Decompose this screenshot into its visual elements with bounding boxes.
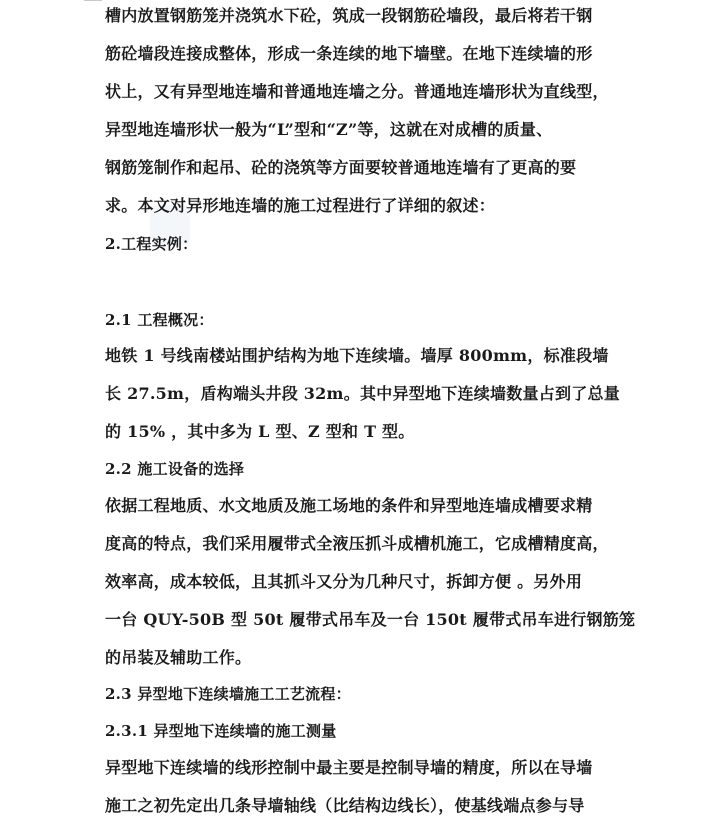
- text-line: 地铁 1 号线南楼站围护结构为地下连续墙。墙厚 800mm，标准段墙: [105, 346, 609, 365]
- text-line: 的吊装及辅助工作。: [105, 648, 252, 667]
- text-line: 异型地连墙形状一般为“L”型和“Z”等，这就在对成槽的质量、: [105, 120, 553, 139]
- text-line: 的 15% ，其中多为 L 型、Z 型和 T 型。: [105, 422, 415, 441]
- text-line: 一台 QUY-50B 型 50t 履带式吊车及一台 150t 履带式吊车进行钢筋笼: [105, 610, 636, 629]
- section-heading: 2.2 施工设备的选择: [105, 460, 245, 478]
- text-line: 度高的特点，我们采用履带式全液压抓斗成槽机施工，它成槽精度高，: [105, 534, 609, 553]
- text-line: 钢筋笼制作和起吊、砼的浇筑等方面要较普通地连墙有了更高的要: [105, 158, 577, 177]
- watermark: [300, 318, 500, 338]
- section-heading: 2.1 工程概况：: [105, 311, 214, 329]
- section-heading: 2.3.1 异型地下连续墙的施工测量: [105, 722, 337, 740]
- text-line: 异型地下连续墙的线形控制中最主要是控制导墙的精度，所以在导墙: [105, 758, 593, 777]
- text-line: 状上，又有异型地连墙和普通地连墙之分。普通地连墙形状为直线型，: [105, 82, 609, 101]
- page-corner-mark: [84, 0, 102, 2]
- text-line: 效率高，成本较低，且其抓斗又分为几种尺寸，拆卸方便 。另外用: [105, 572, 583, 591]
- section-heading: 2.3 异型地下连续墙施工工艺流程：: [105, 685, 351, 703]
- section-heading: 2.工程实例：: [105, 235, 198, 253]
- text-line: 依据工程地质、水文地质及施工场地的条件和异型地连墙成槽要求精: [105, 496, 593, 515]
- text-line: 槽内放置钢筋笼并浇筑水下砼，筑成一段钢筋砼墙段，最后将若干钢: [105, 6, 593, 25]
- text-line: 施工之初先定出几条导墙轴线（比结构边线长），使基线端点参与导: [105, 796, 585, 815]
- text-line: 筋砼墙段连接成整体，形成一条连续的地下墙壁。在地下连续墙的形: [105, 44, 593, 63]
- text-line: 求。本文对异形地连墙的施工过程进行了详细的叙述：: [105, 196, 496, 215]
- text-line: 长 27.5m，盾构端头井段 32m。其中异型地下连续墙数量占到了总量: [105, 384, 620, 403]
